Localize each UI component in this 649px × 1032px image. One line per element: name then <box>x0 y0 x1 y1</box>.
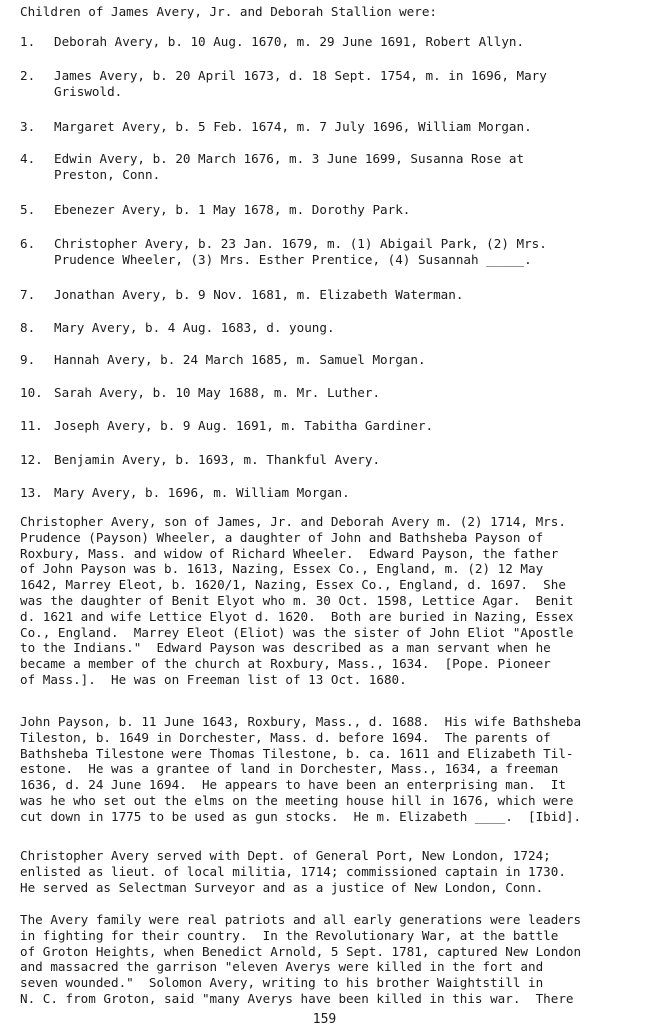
item-number: 13. <box>20 485 43 500</box>
item-number: 1. <box>20 34 36 49</box>
page-number: 159 <box>312 1012 337 1027</box>
item-text: Ebenezer Avery, b. 1 May 1678, m. Dorothy Park. <box>54 202 411 217</box>
item-text: Benjamin Avery, b. 1693, m. Thankful Avery. <box>54 452 381 467</box>
item-text: Mary Avery, b. 4 Aug. 1683, d. young. <box>54 320 335 335</box>
paragraph-avery-patriots: The Avery family were real patriots and all early generations were leaders in fighting for their country. In the Revolutionary War, at the battle of Groton Heights, when Benedict Arnold, 5 Sept. 1781, captured New London and massacred the garrison "eleven Averys were killed in the fort and seven wounded." Solomon Avery, writing to his brother Waightstill in N. C. from Groton, said "many Averys have been killed in this war. There <box>20 912 582 1006</box>
intro-line: Children of James Avery, Jr. and Deborah Stallion were: <box>20 4 438 19</box>
item-text: Deborah Avery, b. 10 Aug. 1670, m. 29 June 1691, Robert Allyn. <box>54 34 525 49</box>
item-text: Joseph Avery, b. 9 Aug. 1691, m. Tabitha Gardiner. <box>54 418 434 433</box>
item-number: 6. <box>20 236 36 251</box>
item-text: Jonathan Avery, b. 9 Nov. 1681, m. Elizabeth Waterman. <box>54 287 464 302</box>
item-text: Edwin Avery, b. 20 March 1676, m. 3 June 1699, Susanna Rose at Preston, Conn. <box>54 151 525 182</box>
item-text: James Avery, b. 20 April 1673, d. 18 Sept. 1754, m. in 1696, Mary Griswold. <box>54 68 547 99</box>
item-number: 8. <box>20 320 36 335</box>
paragraph-military-service: Christopher Avery served with Dept. of General Port, New London, 1724; enlisted as lieut. of local militia, 1714; commissioned captain in 1730. He served as Selectman Surveyor and as a justice of New London, Conn. <box>20 848 566 895</box>
item-number: 9. <box>20 352 36 367</box>
item-text: Hannah Avery, b. 24 March 1685, m. Samuel Morgan. <box>54 352 426 367</box>
item-text: Margaret Avery, b. 5 Feb. 1674, m. 7 July 1696, William Morgan. <box>54 119 532 134</box>
item-text: Sarah Avery, b. 10 May 1688, m. Mr. Luther. <box>54 385 381 400</box>
item-text: Mary Avery, b. 1696, m. William Morgan. <box>54 485 350 500</box>
item-number: 3. <box>20 119 36 134</box>
item-text: Christopher Avery, b. 23 Jan. 1679, m. (1) Abigail Park, (2) Mrs. Prudence Wheeler, (3) Mrs. Esther Prentice, (4) Susannah _____. <box>54 236 547 267</box>
paragraph-payson-wheeler: Christopher Avery, son of James, Jr. and Deborah Avery m. (2) 1714, Mrs. Prudence (Payson) Wheeler, a daughter of John and Bathsheba Payson of Roxbury, Mass. and widow of Richard Wheeler. Edward Payson, the father of John Payson was b. 1613, Nazing, Essex Co., England, m. (2) 12 May 1642, Marrey Eleot, b. 1620/1, Nazing, Essex Co., England, d. 1697. She was the daughter of Benit Elyot who m. 30 Oct. 1598, Lettice Agar. Benit d. 1621 and wife Lettice Elyot d. 1620. Both are buried in Nazing, Essex Co., England. Marrey Eleot (Eliot) was the sister of John Eliot "Apostle to the Indians." Edward Payson was described as a man servant when he became a member of the church at Roxbury, Mass., 1634. [Pope. Pioneer of Mass.]. He was on Freeman list of 13 Oct. 1680. <box>20 514 574 687</box>
paragraph-john-payson: John Payson, b. 11 June 1643, Roxbury, Mass., d. 1688. His wife Bathsheba Tileston, b. 1649 in Dorchester, Mass. d. before 1694. The parents of Bathsheba Tilestone were Thomas Tilestone, b. ca. 1611 and Elizabeth Til- estone. He was a grantee of land in Dorchester, Mass., 1634, a freeman 1636, d. 24 June 1694. He appears to have been an enterprising man. It was he who set out the elms on the meeting house hill in 1676, which were cut down in 1775 to be used as gun stocks. He m. Elizabeth ____. [Ibid]. <box>20 714 582 824</box>
item-number: 10. <box>20 385 43 400</box>
item-number: 5. <box>20 202 36 217</box>
item-number: 2. <box>20 68 36 83</box>
item-number: 7. <box>20 287 36 302</box>
item-number: 11. <box>20 418 43 433</box>
item-number: 12. <box>20 452 43 467</box>
item-number: 4. <box>20 151 36 166</box>
